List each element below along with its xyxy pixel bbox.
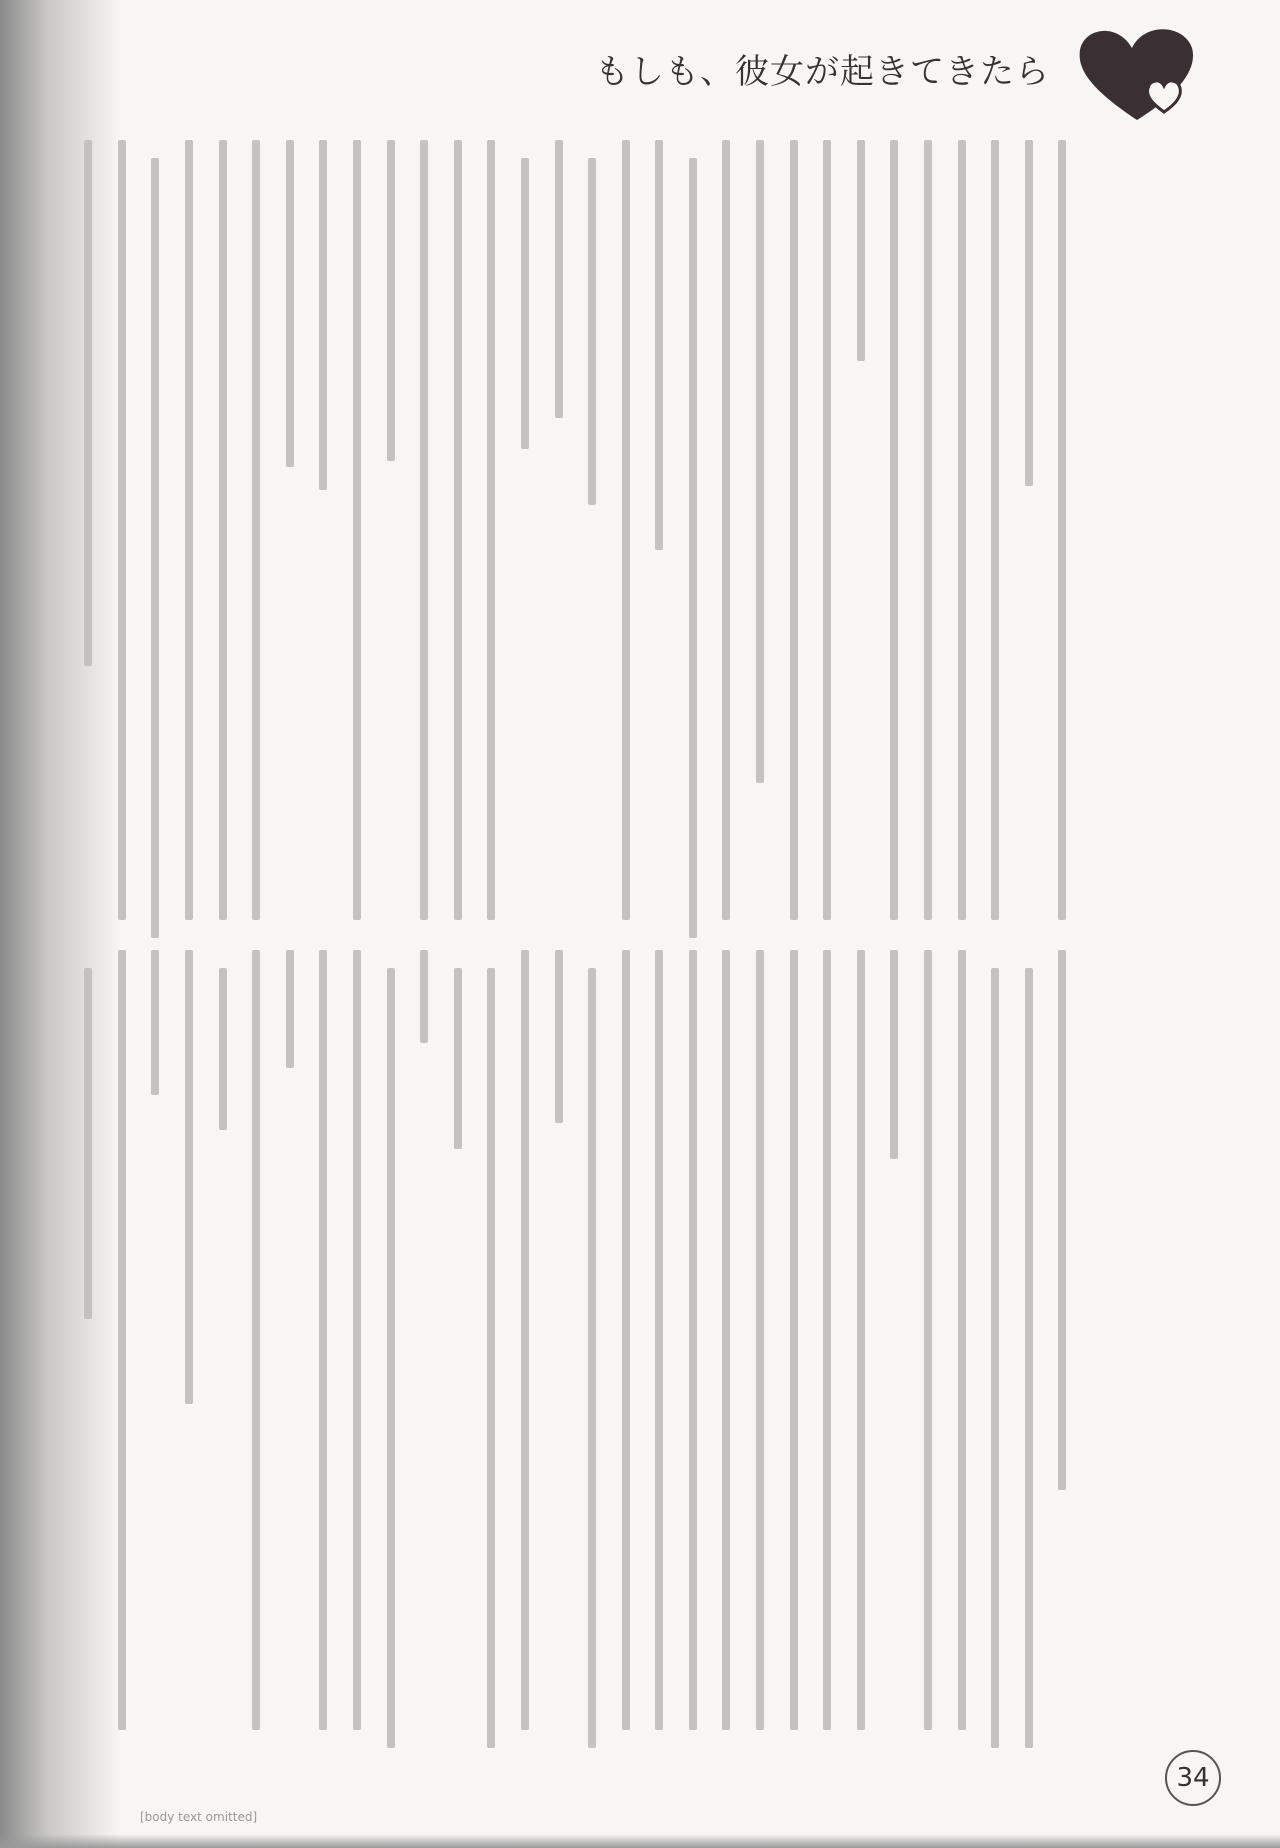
- page-number: 34: [1165, 1750, 1221, 1806]
- text-line-placeholder: [823, 140, 831, 920]
- lower-text-block: [72, 950, 1080, 1740]
- text-line-placeholder: [958, 140, 966, 920]
- text-line-placeholder: [84, 968, 92, 1319]
- text-column: [1013, 140, 1047, 930]
- text-column: [610, 140, 644, 930]
- text-line-placeholder: [1025, 968, 1033, 1748]
- text-line-placeholder: [151, 158, 159, 938]
- text-line-placeholder: [1058, 140, 1066, 920]
- text-line-placeholder: [353, 950, 361, 1730]
- text-column: [912, 140, 946, 930]
- text-column: [173, 950, 207, 1740]
- text-line-placeholder: [958, 950, 966, 1730]
- text-line-placeholder: [722, 140, 730, 920]
- text-column: [744, 140, 778, 930]
- text-column: [442, 140, 476, 930]
- text-column: [979, 140, 1013, 930]
- text-column: [845, 140, 879, 930]
- text-line-placeholder: [319, 950, 327, 1730]
- text-line-placeholder: [387, 968, 395, 1748]
- text-column: [341, 950, 375, 1740]
- text-column: [744, 950, 778, 1740]
- text-column: [543, 140, 577, 930]
- text-line-placeholder: [555, 950, 563, 1123]
- text-column: [878, 140, 912, 930]
- text-line-placeholder: [118, 950, 126, 1730]
- text-column: [509, 140, 543, 930]
- text-line-placeholder: [722, 950, 730, 1730]
- text-line-placeholder: [84, 140, 92, 666]
- text-column: [946, 950, 980, 1740]
- page-title: もしも、彼女が起きてきたら: [595, 52, 1050, 92]
- text-column: [341, 140, 375, 930]
- text-line-placeholder: [588, 968, 596, 1748]
- text-column: [274, 140, 308, 930]
- text-line-placeholder: [790, 950, 798, 1730]
- text-line-placeholder: [655, 140, 663, 550]
- text-line-placeholder: [890, 950, 898, 1159]
- text-column: [307, 140, 341, 930]
- text-line-placeholder: [857, 950, 865, 1730]
- text-line-placeholder: [622, 140, 630, 920]
- text-column: [307, 950, 341, 1740]
- text-column: [408, 140, 442, 930]
- text-column: [878, 950, 912, 1740]
- text-line-placeholder: [487, 968, 495, 1748]
- text-column: [811, 140, 845, 930]
- text-line-placeholder: [655, 950, 663, 1730]
- text-line-placeholder: [387, 140, 395, 461]
- text-column: [576, 950, 610, 1740]
- text-line-placeholder: [521, 158, 529, 449]
- text-line-placeholder: [991, 968, 999, 1748]
- text-column: [72, 140, 106, 930]
- text-column: [106, 950, 140, 1740]
- text-column: [778, 140, 812, 930]
- text-line-placeholder: [588, 158, 596, 505]
- text-line-placeholder: [924, 140, 932, 920]
- text-line-placeholder: [823, 950, 831, 1730]
- text-line-placeholder: [420, 140, 428, 920]
- text-line-placeholder: [1025, 140, 1033, 486]
- text-line-placeholder: [487, 140, 495, 920]
- text-column: [778, 950, 812, 1740]
- text-line-placeholder: [756, 140, 764, 783]
- text-line-placeholder: [991, 140, 999, 920]
- heart-logo-icon: [1072, 20, 1202, 130]
- text-column: [240, 950, 274, 1740]
- text-column: [240, 140, 274, 930]
- text-column: [139, 140, 173, 930]
- text-line-placeholder: [219, 968, 227, 1130]
- text-line-placeholder: [622, 950, 630, 1730]
- text-column: [375, 140, 409, 930]
- text-line-placeholder: [689, 158, 697, 938]
- text-column: [139, 950, 173, 1740]
- text-column: [509, 950, 543, 1740]
- text-column: [543, 950, 577, 1740]
- text-line-placeholder: [890, 140, 898, 920]
- text-line-placeholder: [555, 140, 563, 418]
- text-column: [475, 950, 509, 1740]
- text-line-placeholder: [286, 950, 294, 1068]
- text-column: [408, 950, 442, 1740]
- text-column: [375, 950, 409, 1740]
- text-line-placeholder: [353, 140, 361, 920]
- text-column: [1013, 950, 1047, 1740]
- text-line-placeholder: [185, 140, 193, 920]
- text-column: [677, 140, 711, 930]
- text-line-placeholder: [924, 950, 932, 1730]
- text-line-placeholder: [454, 140, 462, 920]
- text-line-placeholder: [118, 140, 126, 920]
- text-column: [475, 140, 509, 930]
- text-column: [207, 950, 241, 1740]
- text-column: [677, 950, 711, 1740]
- omitted-text-note: [body text omitted]: [140, 1810, 258, 1824]
- text-column: [274, 950, 308, 1740]
- text-line-placeholder: [319, 140, 327, 490]
- text-column: [946, 140, 980, 930]
- text-line-placeholder: [790, 140, 798, 920]
- text-column: [106, 140, 140, 930]
- upper-text-block: [72, 140, 1080, 930]
- text-column: [979, 950, 1013, 1740]
- text-column: [643, 140, 677, 930]
- text-column: [610, 950, 644, 1740]
- text-line-placeholder: [756, 950, 764, 1730]
- text-line-placeholder: [185, 950, 193, 1404]
- text-column: [207, 140, 241, 930]
- text-column: [442, 950, 476, 1740]
- text-column: [576, 140, 610, 930]
- text-line-placeholder: [1058, 950, 1066, 1490]
- text-column: [845, 950, 879, 1740]
- text-column: [811, 950, 845, 1740]
- page-bottom-edge: [0, 1834, 1280, 1848]
- text-line-placeholder: [286, 140, 294, 467]
- text-column: [173, 140, 207, 930]
- text-line-placeholder: [219, 140, 227, 920]
- text-line-placeholder: [420, 950, 428, 1043]
- text-line-placeholder: [252, 950, 260, 1730]
- text-column: [72, 950, 106, 1740]
- text-column: [1046, 140, 1080, 930]
- text-line-placeholder: [689, 950, 697, 1730]
- text-line-placeholder: [857, 140, 865, 361]
- text-column: [1046, 950, 1080, 1740]
- text-line-placeholder: [521, 950, 529, 1730]
- text-line-placeholder: [454, 968, 462, 1149]
- text-column: [710, 140, 744, 930]
- text-column: [643, 950, 677, 1740]
- text-line-placeholder: [151, 950, 159, 1095]
- text-column: [912, 950, 946, 1740]
- text-line-placeholder: [252, 140, 260, 920]
- text-column: [710, 950, 744, 1740]
